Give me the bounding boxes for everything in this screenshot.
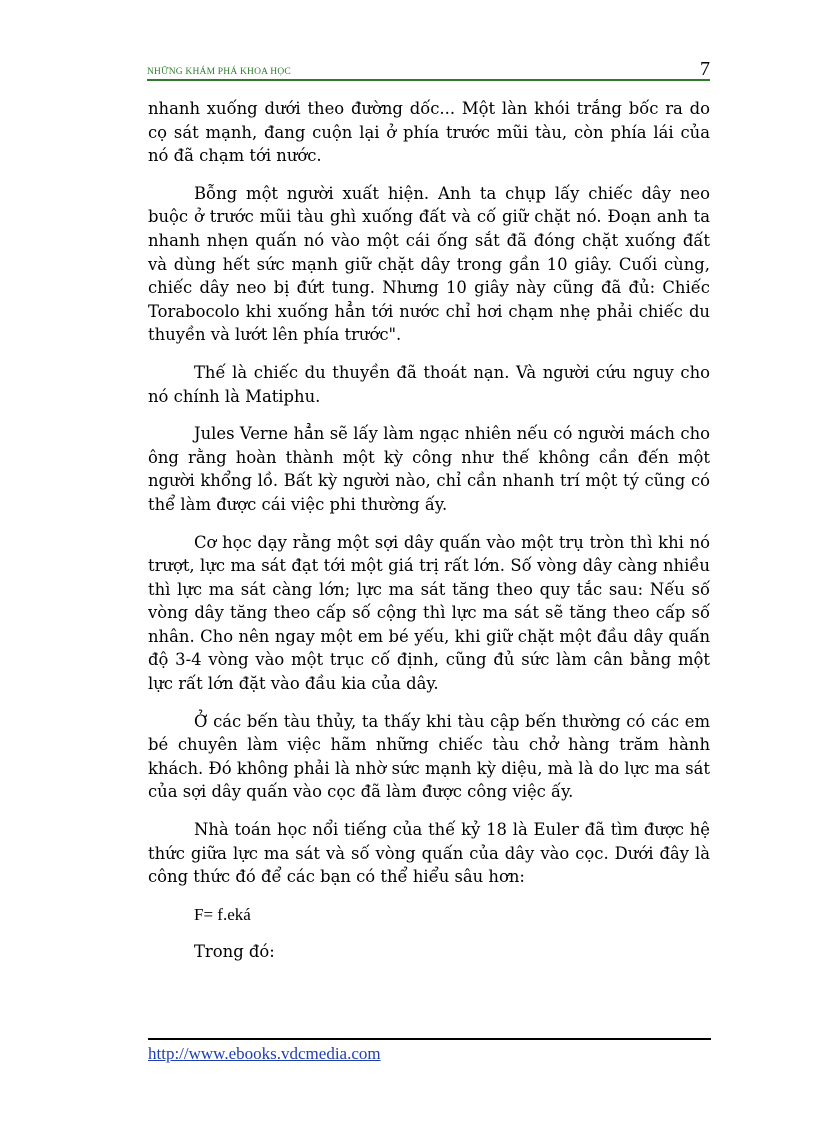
page-number: 7 <box>700 58 710 80</box>
paragraph: Jules Verne hẳn sẽ lấy làm ngạc nhiên nếu có người mách cho ông rằng hoàn thành một kỳ công như thế không cần đến một người khổng lồ. Bất kỳ người nào, chỉ cần nhanh trí một tý cũng có thể làm được cái việc phi thường ấy. <box>148 424 710 514</box>
paragraph: Trong đó: <box>194 942 275 962</box>
body-text <box>148 97 710 978</box>
paragraph: Cơ học dạy rằng một sợi dây quấn vào một trụ tròn thì khi nó trượt, lực ma sát đạt tới một giá trị rất lớn. Số vòng dây càng nhiều thì lực ma sát càng lớn; lực ma sát tăng theo quy tắc sau: Nếu số vòng dây tăng theo cấp số cộng thì lực ma sát sẽ tăng theo cấp số nhân. Cho nên ngay một em bé yếu, khi giữ chặt một đầu dây quấn độ 3-4 vòng vào một trục cố định, cũng đủ sức làm cân bằng một lực rất lớn đặt vào đầu kia của dây. <box>148 532 710 694</box>
paragraph: Ở các bến tàu thủy, ta thấy khi tàu cập bến thường có các em bé chuyên làm việc hãm những chiếc tàu chở hàng trăm hành khách. Đó không phải là nhờ sức mạnh kỳ diệu, mà là do lực ma sát của sợi dây quấn vào cọc đã làm được công việc ấy. <box>148 711 710 802</box>
formula: F= f.eká <box>194 904 251 924</box>
paragraph: Nhà toán học nổi tiếng của thế kỷ 18 là Euler đã tìm được hệ thức giữa lực ma sát và số vòng quấn của dây vào cọc. Dưới đây là công thức đó để các bạn có thể hiểu sâu hơn: <box>148 820 710 887</box>
page-header <box>147 58 710 82</box>
paragraph: Thế là chiếc du thuyền đã thoát nạn. Và người cứu nguy cho nó chính là Matiphu. <box>148 362 710 406</box>
header-divider <box>147 79 710 81</box>
footer-url-link[interactable]: http://www.ebooks.vdcmedia.com <box>148 1044 381 1063</box>
paragraph: Bỗng một người xuất hiện. Anh ta chụp lấy chiếc dây neo buộc ở trước mũi tàu ghì xuống đất và cố giữ chặt nó. Đoạn anh ta nhanh nhẹn quấn nó vào một cái ống sắt đã đóng chặt xuống đất và dùng hết sức mạnh giữ chặt dây trong gần 10 giây. Cuối cùng, chiếc dây neo bị đứt tung. Nhưng 10 giây này cũng đã đủ: Chiếc Torabocolo khi xuống hẳn tới nước chỉ hơi chạm nhẹ phải chiếc du thuyền và lướt lên phía trước". <box>148 183 710 345</box>
running-header-title: NHỮNG KHÁM PHÁ KHOA HỌC <box>147 67 291 77</box>
paragraph-continuation: nhanh xuống dưới theo đường dốc... Một làn khói trắng bốc ra do cọ sát mạnh, đang cuộn lại ở phía trước mũi tàu, còn phía lái của nó đã chạm tới nước. <box>148 99 710 166</box>
footer-divider <box>148 1038 711 1040</box>
